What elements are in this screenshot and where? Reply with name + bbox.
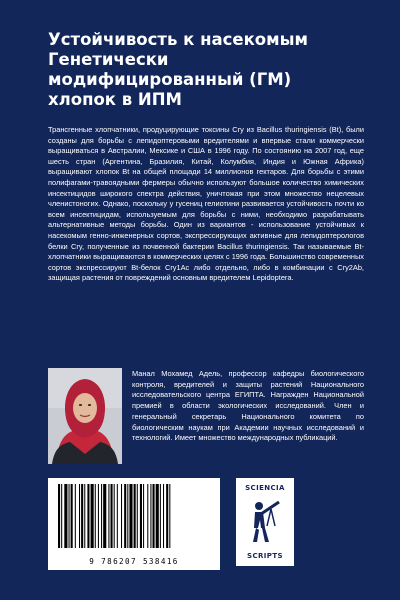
barcode-bar bbox=[58, 484, 60, 548]
barcode-bar bbox=[147, 484, 148, 548]
barcode-bar bbox=[111, 484, 113, 548]
barcode-bar bbox=[75, 484, 76, 548]
isbn-barcode bbox=[48, 478, 220, 570]
barcode-bar bbox=[153, 484, 155, 548]
barcode-bar bbox=[79, 484, 80, 548]
barcode-bar bbox=[140, 484, 142, 548]
barcode-bar bbox=[81, 484, 83, 548]
barcode-bar bbox=[91, 484, 94, 548]
book-blurb: Трансгенные хлопчатники, продуцирующие токсины Cry из Bacillus thuringiensis (Bt), были созданы для борьбы с лепидоптеровыми вредителями и впервые стали коммерчески выращиваться в Австралии, Мексике и США в 1996 году. По состоянию на 2007 год, еще шесть стран (Аргентина, Бразилия, Китай, Колумбия, Индия и Южная Африка) выращивают хлопок Bt на общей площади 14 миллионов гектаров. Для борьбы с этими полифагами-травоядными фермеры обычно используют большое количество химических инсектицидов широкого спектра действия, уничтожая при этом множество нецелевых членистоногих. Однако, поскольку у гусениц гелиотини развивается устойчивость почти ко всем инсектицидам, используемым для борьбы с ними, необходимо разрабатывать альтернативные методы борьбы. Один из вариантов - использование устойчивых к насекомым генно-инженерных сортов, экспрессирующих активные для лепидоптерологов белки Cry, полученные из почвенной бактерии Bacillus thuringiensis. Так называемые Bt-хлопчатники выращиваются в коммерческих целях с 1996 года. Большинство современных сортов экспрессируют Bt-белок Cry1Ac либо отдельно, либо в комбинации с Cry2Ab, защищая растения от повреждений основным вредителем Lepidoptera. bbox=[48, 125, 364, 283]
isbn-number: 9 786207 538416 bbox=[89, 557, 179, 566]
barcode-bar bbox=[160, 484, 161, 548]
publisher-logo bbox=[236, 478, 294, 566]
title-line: хлопок в ИПМ bbox=[48, 90, 182, 109]
barcode-bar bbox=[108, 484, 109, 548]
barcode-bar bbox=[103, 484, 106, 548]
barcode-bar bbox=[121, 484, 122, 548]
author-photo bbox=[48, 368, 122, 464]
publisher-logo-top-text: SCIENCIA bbox=[245, 484, 285, 492]
barcode-bar bbox=[134, 484, 136, 548]
barcode-bar bbox=[101, 484, 102, 548]
barcode-bar bbox=[166, 484, 168, 548]
author-portrait-image bbox=[48, 368, 122, 464]
barcode-bar bbox=[71, 484, 73, 548]
barcode-bar bbox=[127, 484, 128, 548]
barcode-bar bbox=[114, 484, 115, 548]
barcode-bar bbox=[156, 484, 159, 548]
barcode-bar bbox=[87, 484, 89, 548]
barcode-bar bbox=[163, 484, 164, 548]
publisher-logo-bottom-text: SCRIPTS bbox=[247, 552, 283, 560]
barcode-bars bbox=[48, 478, 220, 554]
barcode-bar bbox=[137, 484, 138, 548]
barcode-bar bbox=[143, 484, 144, 548]
barcode-bar bbox=[150, 484, 151, 548]
barcode-bar bbox=[129, 484, 132, 548]
barcode-bar bbox=[61, 484, 62, 548]
title-line: Генетически bbox=[48, 50, 169, 69]
barcode-bar bbox=[84, 484, 85, 548]
title-line: модифицированный (ГМ) bbox=[48, 70, 292, 89]
barcode-bar bbox=[69, 484, 70, 548]
author-bio: Манал Мохамед Адель, профессор кафедры биологического контроля, вредителей и защиты растений Национального исследовательского центра ЕГИПТА. Награжден Национальной премией в области экологических исследований. Член и генеральный секретарь Национального комитета по биологическим наукам при Академии научных исследований и технологий. Имеет множество международных публикаций. bbox=[132, 369, 364, 443]
barcode-bar bbox=[169, 484, 170, 548]
barcode-bar bbox=[95, 484, 96, 548]
book-title bbox=[48, 30, 368, 110]
barcode-bar bbox=[124, 484, 126, 548]
scientist-with-telescope-icon bbox=[247, 496, 283, 546]
barcode-bar bbox=[98, 484, 99, 548]
barcode-bar bbox=[64, 484, 67, 548]
barcode-bar bbox=[117, 484, 118, 548]
title-line: Устойчивость к насекомым bbox=[48, 30, 309, 49]
